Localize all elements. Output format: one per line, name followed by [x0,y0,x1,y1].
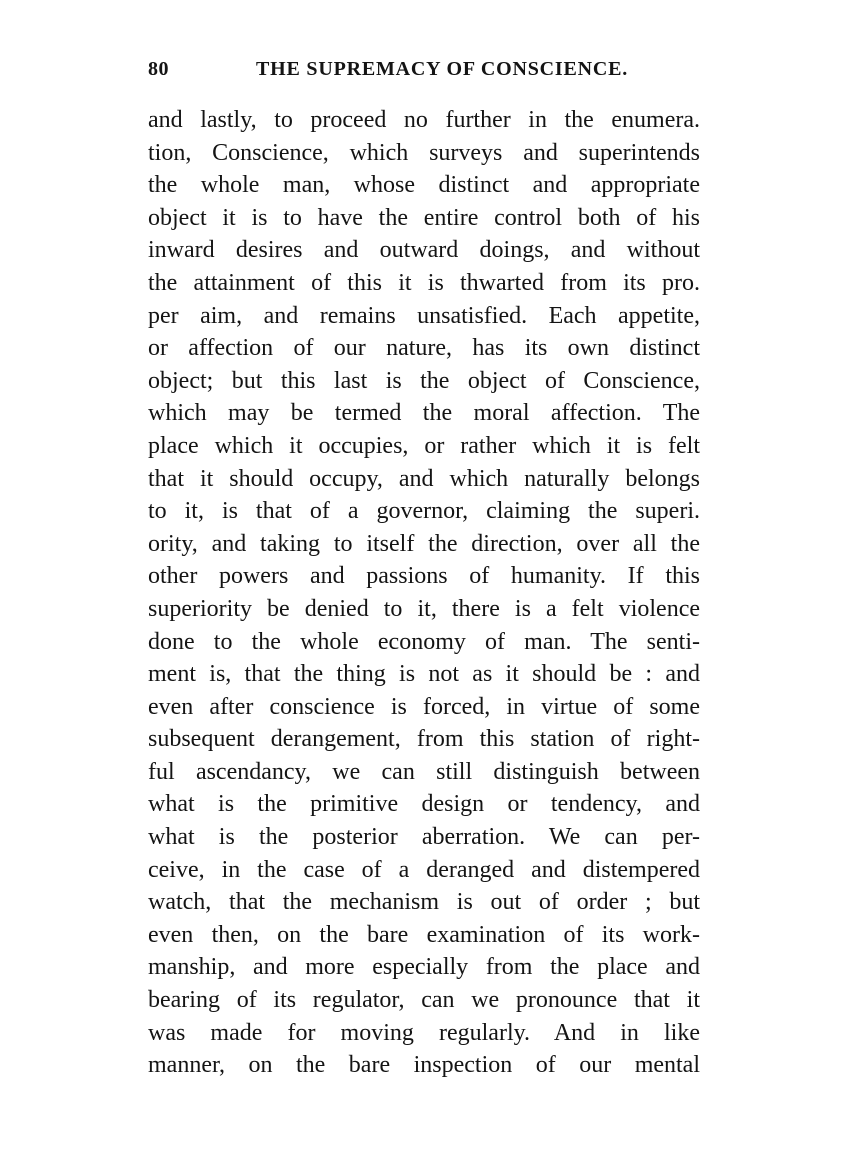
text-line: which may be termed the moral affection. The [148,400,700,427]
body-paragraph [148,104,700,1082]
text-line: watch, that the mechanism is out of order ; but [148,889,700,916]
text-line: manship, and more especially from the place and [148,954,700,981]
text-line: bearing of its regulator, can we pronounce that it [148,987,700,1014]
text-line: manner, on the bare inspection of our mental [148,1052,700,1079]
text-line: place which it occupies, or rather which it is felt [148,432,700,459]
text-line: that it should occupy, and which naturally belongs [148,465,700,492]
text-line: or affection of our nature, has its own distinct [148,335,700,362]
text-line: other powers and passions of humanity. If this [148,563,700,590]
text-line: ceive, in the case of a deranged and distempered [148,856,700,883]
text-line: per aim, and remains unsatisfied. Each appetite, [148,302,700,329]
text-line: object; but this last is the object of Conscience, [148,367,700,394]
text-line: tion, Conscience, which surveys and superintends [148,139,700,166]
running-title: THE SUPREMACY OF CONSCIENCE. [256,58,629,80]
page-header [148,58,700,88]
text-line: what is the primitive design or tendency, and [148,791,700,818]
text-line: superiority be denied to it, there is a felt violence [148,595,700,622]
text-line: the attainment of this it is thwarted from its pro. [148,269,700,296]
text-line: ority, and taking to itself the direction, over all the [148,530,700,557]
text-line: done to the whole economy of man. The senti- [148,628,700,655]
text-line: what is the posterior aberration. We can per- [148,824,700,851]
text-line: even after conscience is forced, in virtue of some [148,693,700,720]
text-line: subsequent derangement, from this station of right- [148,726,700,753]
text-line: ment is, that the thing is not as it should be : and [148,661,700,688]
text-line: the whole man, whose distinct and appropriate [148,172,700,199]
text-line: and lastly, to proceed no further in the enumera. [148,107,700,133]
page-number: 80 [148,58,169,80]
text-line: even then, on the bare examination of its work- [148,921,700,948]
text-line: object it is to have the entire control both of his [148,204,700,231]
text-line: inward desires and outward doings, and without [148,237,700,264]
text-line: to it, is that of a governor, claiming the superi. [148,498,700,525]
text-line: was made for moving regularly. And in like [148,1019,700,1046]
text-line: ful ascendancy, we can still distinguish between [148,758,700,785]
